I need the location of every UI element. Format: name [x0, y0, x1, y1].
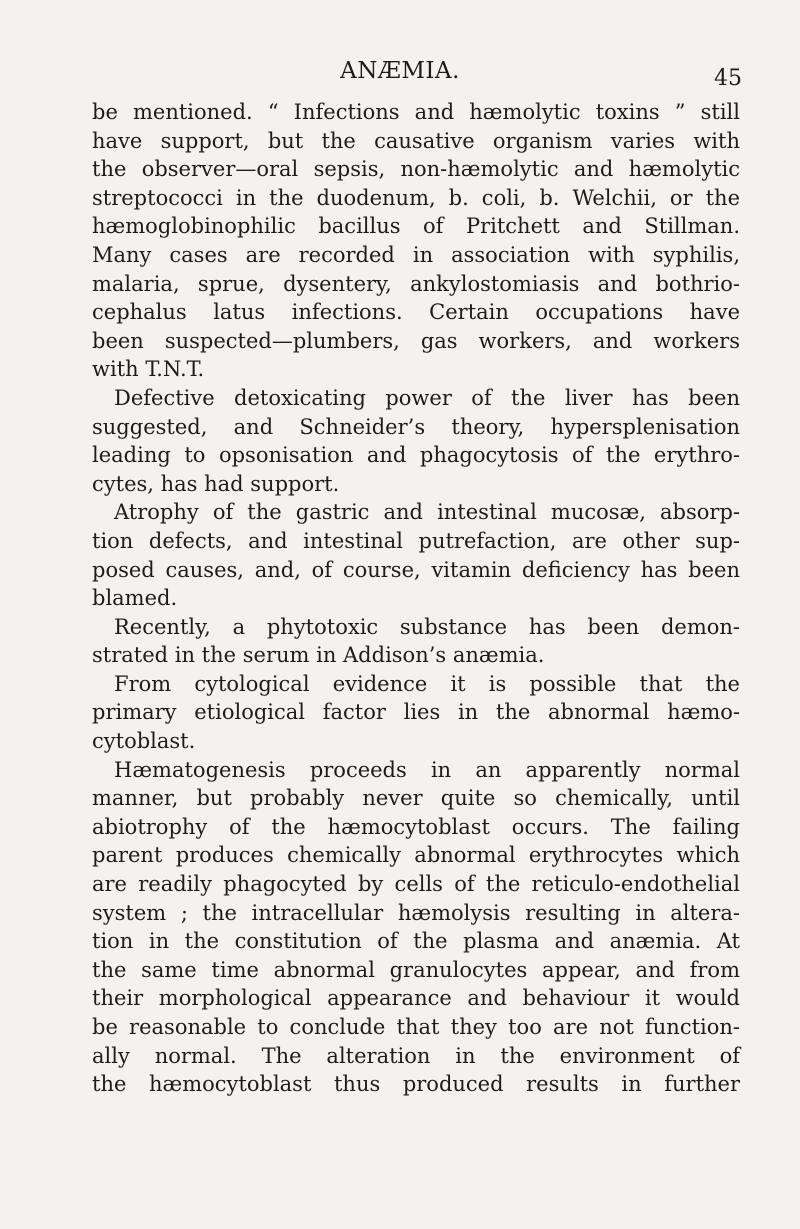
paragraph-first-line: Defective detoxicating power of the liver has been [114, 385, 740, 410]
text-line: parent produces chemically abnormal erythrocytes which [92, 843, 740, 868]
text-line: be reasonable to conclude that they too are not function- [92, 1015, 740, 1039]
text-line: the hæmocytoblast thus produced results in further [92, 1072, 740, 1097]
text-line: strated in the serum in Addison’s anæmia. [92, 643, 545, 668]
text-line: tion in the constitution of the plasma and anæmia. At [92, 929, 740, 954]
body-text [92, 98, 740, 1099]
text-line: Many cases are recorded in association with syphilis, [92, 242, 740, 267]
text-line: have support, but the causative organism varies with [92, 128, 740, 153]
text-line: blamed. [92, 586, 178, 611]
text-line: malaria, sprue, dysentery, ankylostomiasis and bothrio- [92, 271, 740, 296]
text-line: posed causes, and, of course, vitamin deficiency has been [92, 557, 740, 582]
paragraph-first-line: From cytological evidence it is possible that the [114, 671, 740, 696]
text-line: are readily phagocyted by cells of the reticulo-endothelial [92, 872, 740, 897]
text-line: abiotrophy of the hæmocytoblast occurs. The failing [92, 814, 740, 839]
text-line: their morphological appearance and behaviour it would [92, 986, 740, 1011]
paragraph-first-line: Hæmatogenesis proceeds in an apparently normal [114, 757, 740, 782]
text-line: manner, but probably never quite so chemically, until [92, 786, 740, 811]
running-header [0, 58, 800, 92]
text-line: with T.N.T. [92, 357, 205, 382]
text-line: be mentioned. “ Infections and hæmolytic toxins ” still [92, 100, 740, 124]
text-line: suggested, and Schneider’s theory, hypersplenisation [92, 414, 740, 439]
text-line: tion defects, and intestinal putrefaction, are other sup- [92, 528, 740, 553]
text-line: the same time abnormal granulocytes appear, and from [92, 957, 740, 982]
text-line: cytoblast. [92, 729, 196, 754]
text-line: ally normal. The alteration in the environment of [92, 1043, 740, 1068]
text-line: streptococci in the duodenum, b. coli, b. Welchii, or the [92, 185, 740, 210]
paragraph-first-line: Atrophy of the gastric and intestinal mucosæ, absorp- [114, 500, 740, 525]
paragraph-first-line: Recently, a phytotoxic substance has been demon- [114, 614, 740, 639]
page-number: 45 [714, 66, 742, 91]
text-line: system ; the intracellular hæmolysis resulting in altera- [92, 900, 740, 925]
text-line: cytes, has had support. [92, 471, 340, 496]
text-line: leading to opsonisation and phagocytosis of the erythro- [92, 443, 740, 468]
text-line: primary etiological factor lies in the abnormal hæmo- [92, 700, 740, 725]
text-line: hæmoglobinophilic bacillus of Pritchett and Stillman. [92, 214, 740, 239]
text-line: the observer—oral sepsis, non-hæmolytic and hæmolytic [92, 157, 740, 182]
chapter-title: ANÆMIA. [340, 58, 460, 84]
text-line: cephalus latus infections. Certain occupations have [92, 300, 740, 325]
text-line: been suspected—plumbers, gas workers, and workers [92, 328, 740, 353]
